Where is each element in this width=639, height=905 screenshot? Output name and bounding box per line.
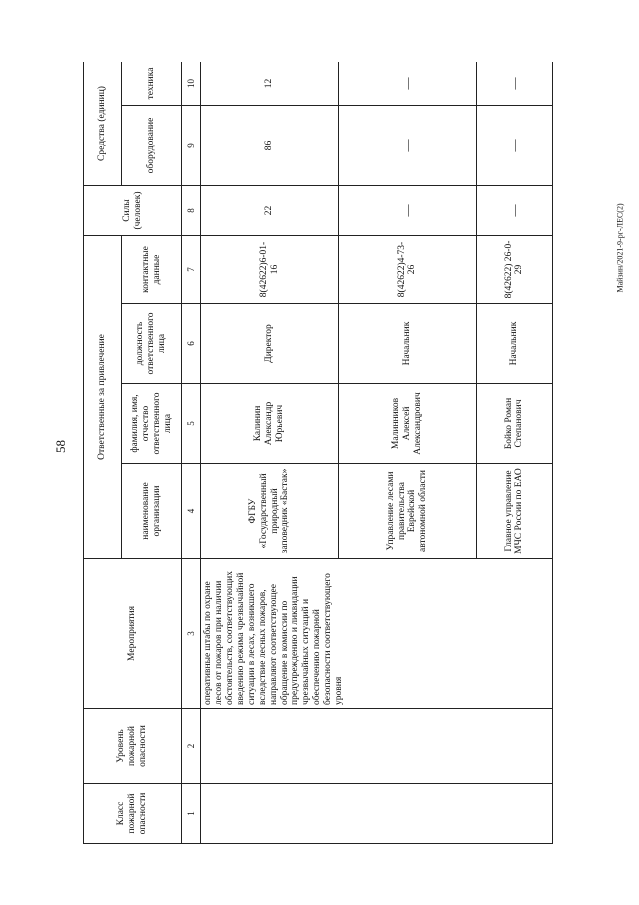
- technique-cell: —: [476, 62, 552, 106]
- col-number: 3: [182, 559, 201, 709]
- page-number: 58: [53, 440, 68, 453]
- technique-cell: —: [339, 62, 477, 106]
- header-forces: Силы (человек): [84, 186, 182, 236]
- fio-cell: Малинников Алексей Александрович: [339, 384, 477, 464]
- equipment-cell: —: [339, 106, 477, 186]
- org-cell: ФГБУ «Государственный природный заповедник «Бастак»: [201, 464, 339, 559]
- document-id: Майзин/2021-9-рг-ЛЕС(2): [615, 203, 625, 293]
- header-technique: техника: [122, 62, 182, 106]
- contacts-cell: 8(42622)6-01-16: [201, 236, 339, 304]
- position-cell: Директор: [201, 304, 339, 384]
- forces-cell: —: [339, 186, 477, 236]
- contacts-cell: 8(42622) 26-0-29: [476, 236, 552, 304]
- measures-cell: оперативные штабы по охране лесов от пожаров при наличии обстоятельств, соответствующих введению режима чрезвычайной ситуации в лесах, возникшего вследствие лесных пожаров, направляют соответствующее обращение в комиссии по предупреждению и ликвидации чрезвычайных ситуаций и обеспечению пожарной безопасности соответствующего уровня: [201, 559, 553, 709]
- table-frame: [83, 62, 553, 844]
- header-responsible: Ответственные за привлечение: [84, 236, 122, 559]
- col-number: 9: [182, 106, 201, 186]
- equipment-cell: —: [476, 106, 552, 186]
- table-row: [201, 62, 339, 844]
- responsibility-table: [83, 62, 553, 844]
- position-cell: Начальник: [476, 304, 552, 384]
- equipment-cell: 86: [201, 106, 339, 186]
- fio-cell: Калинин Александр Юрьевич: [201, 384, 339, 464]
- header-means: Средства (единиц): [84, 62, 122, 186]
- col-number: 2: [182, 709, 201, 784]
- header-contacts: контактные данные: [122, 236, 182, 304]
- header-measures: Мероприятия: [84, 559, 182, 709]
- col-number: 10: [182, 62, 201, 106]
- fio-cell: Бойко Роман Степанович: [476, 384, 552, 464]
- col-number: 4: [182, 464, 201, 559]
- header-org: наименование организации: [122, 464, 182, 559]
- header-level: Уровень пожарной опасности: [84, 709, 182, 784]
- column-number-row: [182, 62, 201, 844]
- col-number: 6: [182, 304, 201, 384]
- header-equipment: оборудование: [122, 106, 182, 186]
- header-class: Класс пожарной опасности: [84, 784, 182, 844]
- col-number: 8: [182, 186, 201, 236]
- col-number: 5: [182, 384, 201, 464]
- col-number: 7: [182, 236, 201, 304]
- forces-cell: 22: [201, 186, 339, 236]
- contacts-cell: 8(42622)4-73-26: [339, 236, 477, 304]
- level-cell: [201, 709, 553, 784]
- technique-cell: 12: [201, 62, 339, 106]
- header-fio: фамилия, имя, отчество ответственного лица: [122, 384, 182, 464]
- header-position: должность ответственного лица: [122, 304, 182, 384]
- org-cell: Управление лесами правительства Еврейской автономной области: [339, 464, 477, 559]
- col-number: 1: [182, 784, 201, 844]
- class-cell: [201, 784, 553, 844]
- org-cell: Главное управление МЧС России по ЕАО: [476, 464, 552, 559]
- forces-cell: —: [476, 186, 552, 236]
- position-cell: Начальник: [339, 304, 477, 384]
